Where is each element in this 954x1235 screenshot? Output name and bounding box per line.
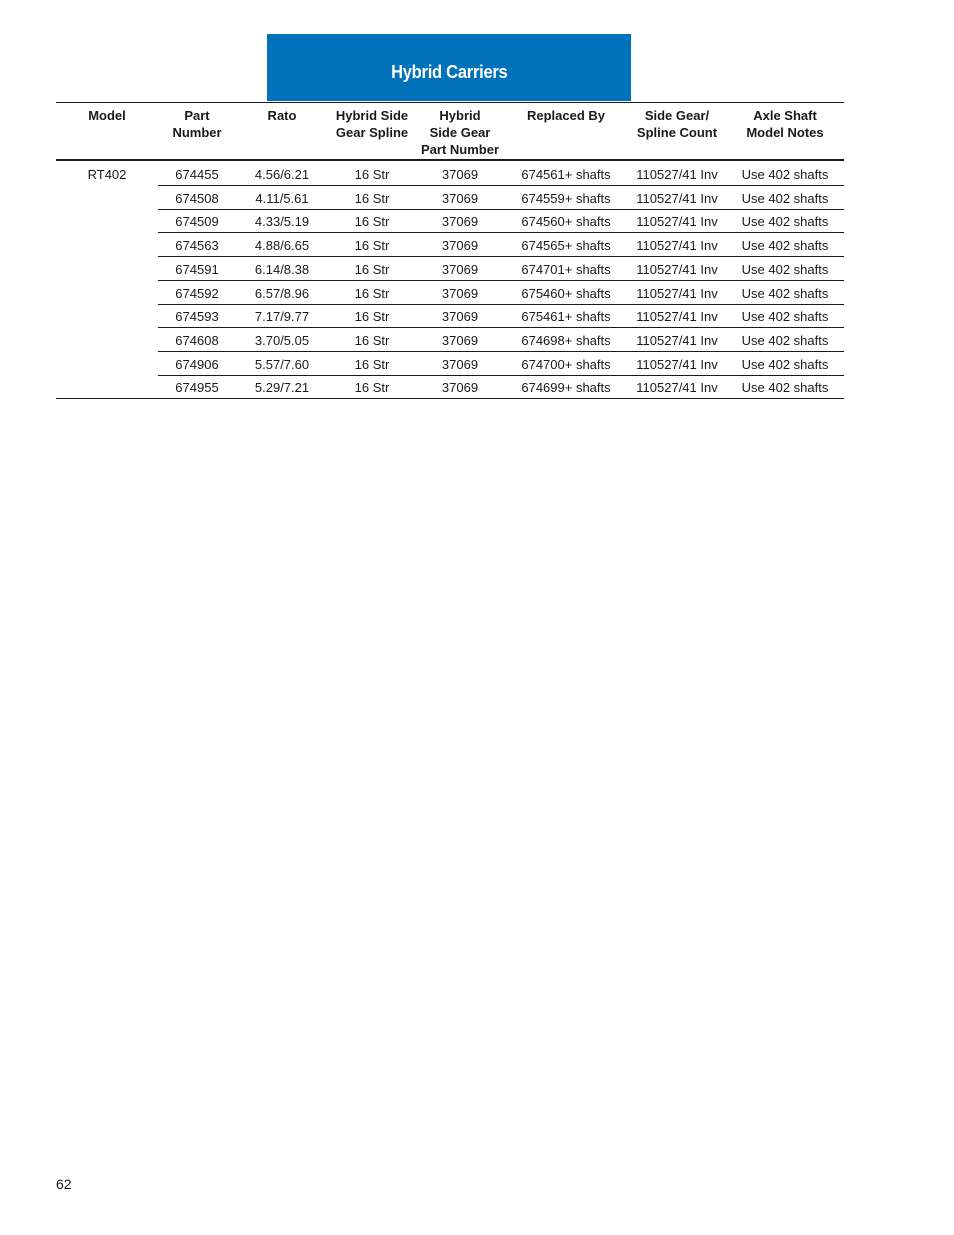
cell-replaced-by: 674559+ shafts xyxy=(521,190,611,206)
cell-notes: Use 402 shafts xyxy=(741,214,829,230)
cell-part-number: 674906 xyxy=(175,356,219,372)
column-header-line: Side Gear xyxy=(429,125,491,140)
cell-spline-count: 110527/41 Inv xyxy=(636,190,718,206)
cell-spline: 16 Str xyxy=(354,261,390,277)
cell-spline: 16 Str xyxy=(354,309,390,325)
column-header-line: Hybrid xyxy=(439,108,481,123)
cell-spline-count: 110527/41 Inv xyxy=(636,285,718,301)
cell-side-gear-part: 37069 xyxy=(441,380,479,396)
column-header-rato xyxy=(268,107,297,124)
table-row xyxy=(0,281,954,305)
cell-spline: 16 Str xyxy=(354,238,390,254)
cell-spline-count: 110527/41 Inv xyxy=(636,380,718,396)
cell-side-gear-part: 37069 xyxy=(441,190,479,206)
cell-ratio: 4.56/6.21 xyxy=(254,167,310,182)
column-header-hybrid-side-gear-part-number xyxy=(421,107,499,158)
cell-part-number: 674593 xyxy=(175,309,219,325)
cell-spline-count: 110527/41 Inv xyxy=(636,214,718,230)
cell-replaced-by: 674560+ shafts xyxy=(521,214,611,230)
cell-ratio: 3.70/5.05 xyxy=(254,332,310,348)
column-header-line: Replaced By xyxy=(526,108,606,123)
cell-ratio: 6.14/8.38 xyxy=(254,261,310,277)
cell-ratio: 7.17/9.77 xyxy=(254,309,310,325)
cell-ratio: 4.33/5.19 xyxy=(254,214,310,230)
cell-side-gear-part: 37069 xyxy=(441,238,479,254)
table-header-rule xyxy=(56,159,844,161)
cell-part-number: 674509 xyxy=(175,214,219,230)
cell-side-gear-part: 37069 xyxy=(441,356,479,372)
cell-ratio: 6.57/8.96 xyxy=(254,285,310,301)
cell-part-number: 674591 xyxy=(175,261,219,277)
section-banner xyxy=(267,34,631,101)
cell-spline: 16 Str xyxy=(354,380,390,396)
cell-ratio: 5.57/7.60 xyxy=(254,356,310,372)
cell-spline: 16 Str xyxy=(354,285,390,301)
column-header-line: Rato xyxy=(267,108,297,123)
cell-notes: Use 402 shafts xyxy=(741,332,829,348)
table-row xyxy=(0,186,954,210)
cell-side-gear-part: 37069 xyxy=(441,332,479,348)
cell-spline: 16 Str xyxy=(354,356,390,372)
table-row xyxy=(0,257,954,281)
cell-replaced-by: 674700+ shafts xyxy=(521,356,611,372)
cell-side-gear-part: 37069 xyxy=(441,261,479,277)
cell-part-number: 674955 xyxy=(175,380,219,396)
column-header-line: Model xyxy=(88,108,126,123)
cell-replaced-by: 674561+ shafts xyxy=(521,167,611,182)
table-row xyxy=(0,304,954,328)
cell-notes: Use 402 shafts xyxy=(741,285,829,301)
cell-spline-count: 110527/41 Inv xyxy=(636,309,718,325)
table-row xyxy=(0,233,954,257)
column-header-line: Hybrid Side xyxy=(335,108,409,123)
cell-part-number: 674563 xyxy=(175,238,219,254)
column-header-replaced-by xyxy=(527,107,605,124)
cell-part-number: 674455 xyxy=(175,167,219,182)
column-header-axle-shaft-model-notes xyxy=(746,107,823,141)
table-bottom-rule xyxy=(56,398,844,399)
cell-ratio: 4.88/6.65 xyxy=(254,238,310,254)
cell-replaced-by: 675461+ shafts xyxy=(521,309,611,325)
section-title: Hybrid Carriers xyxy=(390,62,508,82)
cell-notes: Use 402 shafts xyxy=(741,167,829,182)
cell-spline-count: 110527/41 Inv xyxy=(636,356,718,372)
cell-ratio: 4.11/5.61 xyxy=(255,190,309,206)
cell-part-number: 674608 xyxy=(175,332,219,348)
column-header-side-gear-spline-count xyxy=(637,107,717,141)
cell-spline-count: 110527/41 Inv xyxy=(636,332,718,348)
cell-spline-count: 110527/41 Inv xyxy=(636,167,718,182)
cell-notes: Use 402 shafts xyxy=(741,261,829,277)
cell-replaced-by: 674698+ shafts xyxy=(521,332,611,348)
cell-side-gear-part: 37069 xyxy=(441,167,479,182)
page-number: 62 xyxy=(56,1176,72,1192)
cell-spline-count: 110527/41 Inv xyxy=(636,261,718,277)
cell-spline-count: 110527/41 Inv xyxy=(636,238,718,254)
cell-ratio: 5.29/7.21 xyxy=(254,380,310,396)
table-row xyxy=(0,352,954,376)
column-header-part-number xyxy=(172,107,221,141)
cell-notes: Use 402 shafts xyxy=(741,190,829,206)
model-cell: RT402 xyxy=(87,167,127,182)
cell-notes: Use 402 shafts xyxy=(741,238,829,254)
cell-notes: Use 402 shafts xyxy=(741,380,829,396)
column-header-hybrid-side-gear-spline xyxy=(336,107,408,141)
cell-replaced-by: 674701+ shafts xyxy=(521,261,611,277)
column-header-line: Part xyxy=(184,108,210,123)
cell-spline: 16 Str xyxy=(354,190,390,206)
cell-part-number: 674592 xyxy=(175,285,219,301)
cell-spline: 16 Str xyxy=(354,332,390,348)
cell-replaced-by: 675460+ shafts xyxy=(521,285,611,301)
table-top-rule xyxy=(56,102,844,103)
column-header-model xyxy=(88,107,126,124)
cell-replaced-by: 674699+ shafts xyxy=(521,380,611,396)
column-header-line: Axle Shaft xyxy=(753,108,817,123)
cell-notes: Use 402 shafts xyxy=(741,356,829,372)
cell-spline: 16 Str xyxy=(354,167,390,182)
cell-side-gear-part: 37069 xyxy=(441,214,479,230)
cell-side-gear-part: 37069 xyxy=(441,309,479,325)
column-header-line: Number xyxy=(172,125,222,140)
column-header-line: Part Number xyxy=(420,142,500,157)
column-header-line: Gear Spline xyxy=(335,125,409,140)
cell-side-gear-part: 37069 xyxy=(441,285,479,301)
table-row xyxy=(0,209,954,233)
table-row xyxy=(0,375,954,399)
table-row xyxy=(0,162,954,186)
column-header-line: Spline Count xyxy=(636,125,718,140)
cell-replaced-by: 674565+ shafts xyxy=(521,238,611,254)
column-header-line: Model Notes xyxy=(746,125,824,140)
cell-notes: Use 402 shafts xyxy=(741,309,829,325)
cell-spline: 16 Str xyxy=(354,214,390,230)
cell-part-number: 674508 xyxy=(175,190,219,206)
column-header-line: Side Gear/ xyxy=(644,108,710,123)
table-row xyxy=(0,328,954,352)
